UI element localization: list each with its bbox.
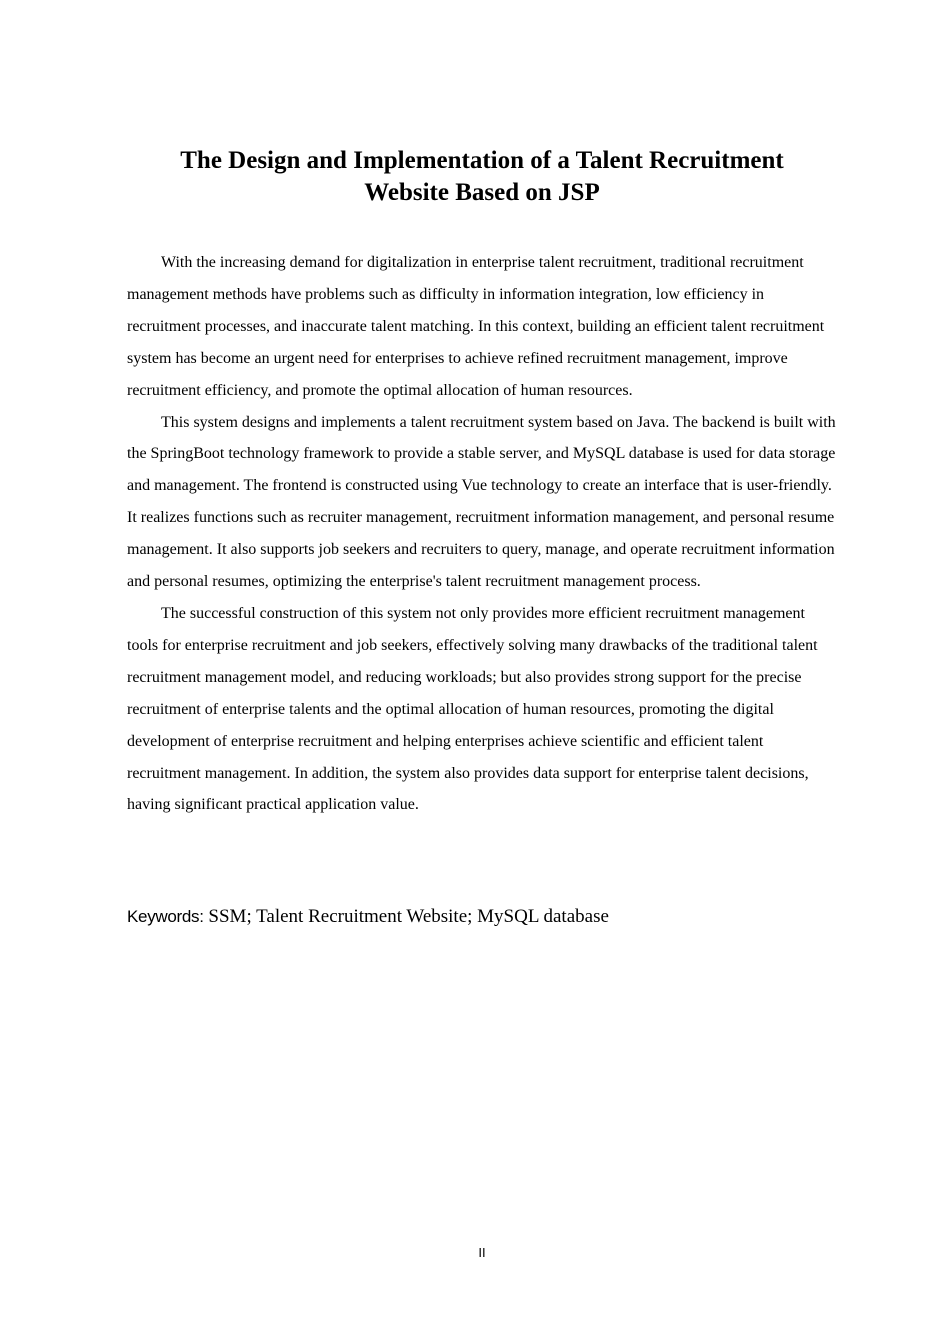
page-number: II [478,1245,486,1260]
keywords-text: SSM; Talent Recruitment Website; MySQL database [208,906,609,927]
abstract-paragraph-1: With the increasing demand for digitalization in enterprise talent recruitment, traditional recruitment management methods have problems such as difficulty in information integration, low efficiency in recruitment processes, and inaccurate talent matching. In this context, building an efficient talent recruitment system has become an urgent need for enterprises to achieve refined recruitment management, improve recruitment efficiency, and promote the optimal allocation of human resources. [127,254,825,399]
title-line-1: The Design and Implementation of a Talent Recruitment [180,147,784,174]
title-line-2: Website Based on JSP [364,179,600,206]
abstract-paragraph-3: The successful construction of this system not only provides more efficient recruitment management tools for enterprise recruitment and job seekers, effectively solving many drawbacks of the traditional talent recruitment management model, and reducing workloads; but also provides strong support for the precise recruitment of enterprise talents and the optimal allocation of human resources, promoting the digital development of enterprise recruitment and helping enterprises achieve scientific and efficient talent recruitment management. In addition, the system also provides data support for enterprise talent decisions, having significant practical application value. [127,604,818,814]
abstract-body [127,247,837,821]
keywords-label: Keywords: [127,907,204,926]
abstract-paragraph-2: This system designs and implements a talent recruitment system based on Java. The backend is built with the SpringBoot technology framework to provide a stable server, and MySQL database is used for data storage and management. The frontend is constructed using Vue technology to create an interface that is user-friendly. It realizes functions such as recruiter management, recruitment information management, and personal resume management. It also supports job seekers and recruiters to query, manage, and operate recruitment information and personal resumes, optimizing the enterprise's talent recruitment management process. [127,413,836,591]
document-title [127,145,837,209]
keywords-line [127,903,837,931]
